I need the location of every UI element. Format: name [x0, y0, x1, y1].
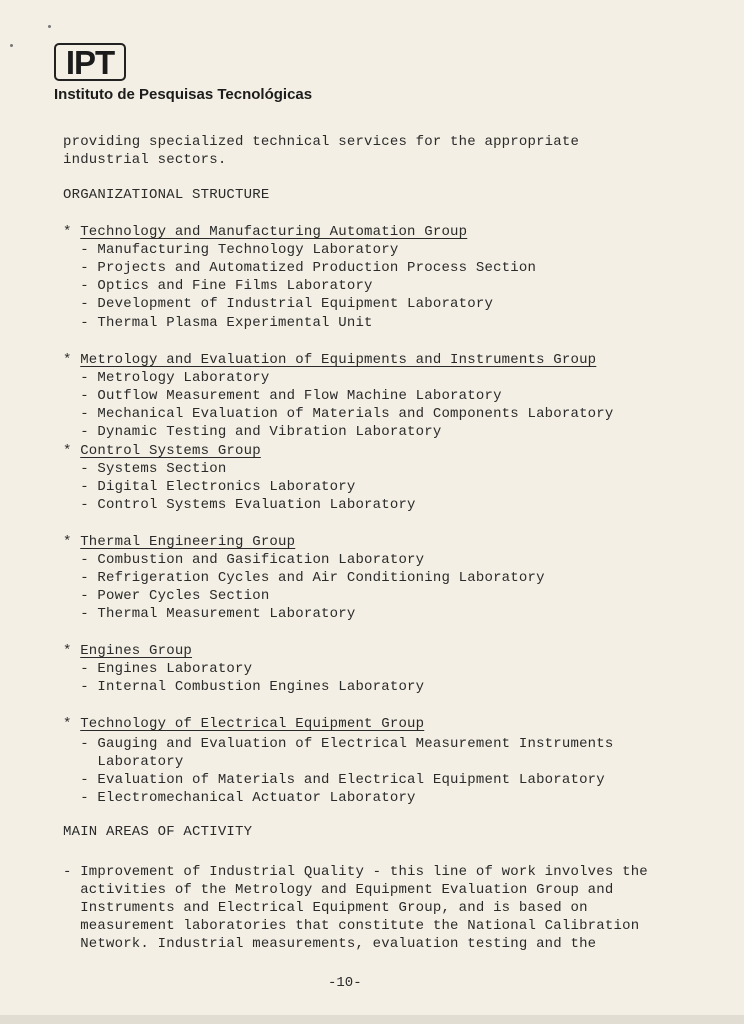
group-item: - Evaluation of Materials and Electrical Equipment Laboratory [63, 772, 605, 788]
group-item-text: Refrigeration Cycles and Air Conditioning Laboratory [97, 570, 545, 586]
group-item-text: Mechanical Evaluation of Materials and Components Laboratory [97, 406, 614, 422]
group-item: - Outflow Measurement and Flow Machine Laboratory [63, 388, 502, 404]
group-title: * Technology of Electrical Equipment Group [63, 716, 425, 732]
paragraph-line [63, 863, 648, 881]
group-item: - Electromechanical Actuator Laboratory [63, 790, 416, 806]
scan-speck [48, 25, 51, 28]
section-heading [63, 186, 269, 204]
group-item: - Optics and Fine Films Laboratory [63, 278, 373, 294]
group-item-text: Projects and Automatized Production Process Section [97, 260, 537, 276]
group-title-text: Control Systems Group [80, 443, 261, 459]
paragraph-line-text: Instruments and Electrical Equipment Group, and is based on [63, 900, 588, 916]
paragraph-line [63, 881, 614, 899]
section-heading [63, 823, 252, 841]
group-title-text: Engines Group [80, 643, 193, 659]
group-item-text: Combustion and Gasification Laboratory [97, 552, 425, 568]
logo-text: IPT [65, 43, 115, 81]
group-item-continuation-text: Laboratory [97, 754, 184, 770]
group-title: * Thermal Engineering Group [63, 534, 296, 550]
group-item: - Systems Section [63, 461, 227, 477]
group-item-text: Power Cycles Section [97, 588, 270, 604]
group-item: - Development of Industrial Equipment Laboratory [63, 296, 494, 312]
intro-line [63, 151, 226, 169]
group-item: - Engines Laboratory [63, 661, 253, 677]
group-item-text: Digital Electronics Laboratory [97, 479, 356, 495]
group-title: * Control Systems Group [63, 443, 261, 459]
group-item-text: Gauging and Evaluation of Electrical Measurement Instruments [97, 736, 614, 752]
group-title: * Metrology and Evaluation of Equipments and Instruments Group [63, 352, 597, 368]
group-item: - Projects and Automatized Production Process Section [63, 260, 537, 276]
group-item: - Mechanical Evaluation of Materials and Components Laboratory [63, 406, 614, 422]
section-heading-text: ORGANIZATIONAL STRUCTURE [63, 187, 270, 203]
group-item-text: Engines Laboratory [97, 661, 253, 677]
group-item-text: Thermal Measurement Laboratory [97, 606, 356, 622]
group-item-text: Thermal Plasma Experimental Unit [97, 315, 373, 331]
group-item: - Dynamic Testing and Vibration Laboratory [63, 424, 442, 440]
group-item-text: Metrology Laboratory [97, 370, 270, 386]
group-item: - Metrology Laboratory [63, 370, 270, 386]
page-edge [0, 1015, 744, 1024]
group-title: * Engines Group [63, 643, 193, 659]
intro-line-text: industrial sectors. [63, 152, 227, 168]
group-title-text: Thermal Engineering Group [80, 534, 296, 550]
group-item-text: Manufacturing Technology Laboratory [97, 242, 399, 258]
group-title-text: Technology and Manufacturing Automation Group [80, 224, 468, 240]
group-title: * Technology and Manufacturing Automation Group [63, 224, 468, 240]
group-title-text: Metrology and Evaluation of Equipments and Instruments Group [80, 352, 597, 368]
group-item-text: Dynamic Testing and Vibration Laboratory [97, 424, 442, 440]
paragraph-line [63, 935, 596, 953]
group-item-text: Internal Combustion Engines Laboratory [97, 679, 425, 695]
scan-speck [10, 44, 13, 47]
group-item: - Gauging and Evaluation of Electrical Measurement Instruments [63, 736, 614, 752]
group-item: - Thermal Measurement Laboratory [63, 606, 356, 622]
group-item-text: Electromechanical Actuator Laboratory [97, 790, 416, 806]
section-heading-text: MAIN AREAS OF ACTIVITY [63, 824, 253, 840]
paragraph-line-text: Network. Industrial measurements, evaluation testing and the [63, 936, 597, 952]
paragraph-line-text: - Improvement of Industrial Quality - this line of work involves the [63, 864, 648, 880]
group-item-text: Control Systems Evaluation Laboratory [97, 497, 416, 513]
group-item-continuation [63, 753, 183, 771]
group-item: - Combustion and Gasification Laboratory [63, 552, 425, 568]
group-item-text: Development of Industrial Equipment Laboratory [97, 296, 494, 312]
institute-name: Instituto de Pesquisas Tecnológicas [54, 86, 313, 103]
paragraph-line [63, 917, 639, 935]
group-item-text: Systems Section [97, 461, 227, 477]
page-number: -10- [328, 975, 362, 991]
group-item: - Refrigeration Cycles and Air Conditioning Laboratory [63, 570, 545, 586]
group-item: - Internal Combustion Engines Laboratory [63, 679, 425, 695]
group-title-text: Technology of Electrical Equipment Group [80, 716, 425, 732]
group-item-text: Evaluation of Materials and Electrical Equipment Laboratory [97, 772, 605, 788]
paragraph-line-text: measurement laboratories that constitute the National Calibration [63, 918, 640, 934]
group-item: - Manufacturing Technology Laboratory [63, 242, 399, 258]
group-item: - Thermal Plasma Experimental Unit [63, 315, 373, 331]
group-item: - Digital Electronics Laboratory [63, 479, 356, 495]
group-item: - Power Cycles Section [63, 588, 270, 604]
group-item-text: Optics and Fine Films Laboratory [97, 278, 373, 294]
group-item: - Control Systems Evaluation Laboratory [63, 497, 416, 513]
group-item-text: Outflow Measurement and Flow Machine Laboratory [97, 388, 502, 404]
intro-line [63, 133, 579, 151]
intro-line-text: providing specialized technical services for the appropriate [63, 134, 580, 150]
paragraph-line [63, 899, 588, 917]
ipt-logo [54, 43, 126, 81]
paragraph-line-text: activities of the Metrology and Equipment Evaluation Group and [63, 882, 614, 898]
